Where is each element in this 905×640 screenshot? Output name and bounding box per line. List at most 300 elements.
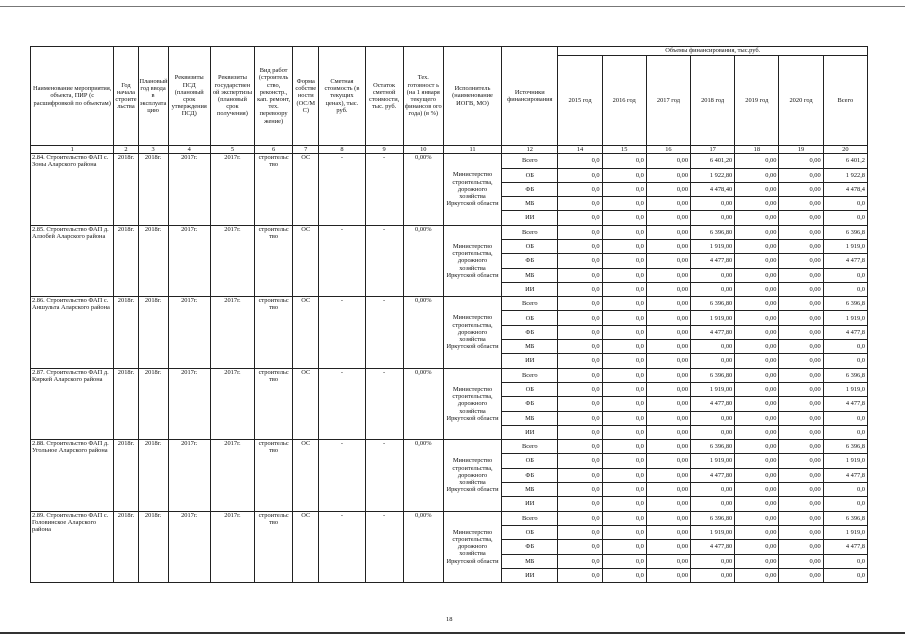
funding-value: 0,0 bbox=[602, 525, 646, 539]
funding-value: 0,0 bbox=[558, 168, 602, 182]
funding-source: ОБ bbox=[502, 239, 558, 253]
funding-source: МБ bbox=[502, 483, 558, 497]
funding-value: 0,00 bbox=[779, 254, 823, 268]
estimated-cost: - bbox=[319, 154, 365, 225]
year-start: 2018г. bbox=[114, 154, 138, 225]
funding-source: МБ bbox=[502, 268, 558, 282]
column-number: 16 bbox=[646, 146, 690, 154]
funding-value: 0,00 bbox=[691, 497, 735, 511]
funding-value: 0,00 bbox=[646, 197, 690, 211]
funding-value: 0,00 bbox=[779, 554, 823, 568]
psd-date: 2017г. bbox=[168, 297, 210, 368]
object-name: 2.84. Строительство ФАП с. Зоны Аларского района bbox=[31, 154, 114, 225]
funding-value: 0,00 bbox=[735, 468, 779, 482]
psd-date: 2017г. bbox=[168, 511, 210, 582]
funding-value: 0,00 bbox=[735, 354, 779, 368]
funding-source: Всего bbox=[502, 154, 558, 168]
funding-value: 0,0 bbox=[558, 382, 602, 396]
funding-value: 0,0 bbox=[558, 440, 602, 454]
header-2015: 2015 год bbox=[558, 56, 602, 146]
funding-value: 0,00 bbox=[779, 540, 823, 554]
funding-value: 6 396,8 bbox=[823, 368, 867, 382]
expertise-date: 2017г. bbox=[210, 440, 254, 511]
estimated-cost: - bbox=[319, 297, 365, 368]
funding-value: 4 477,8 bbox=[823, 325, 867, 339]
funding-value: 0,00 bbox=[691, 554, 735, 568]
header-name: Наименование мероприятия, объекта, ПИР (с расшифровкой по объектам) bbox=[31, 47, 114, 146]
ownership: ОС bbox=[293, 154, 319, 225]
funding-value: 0,0 bbox=[602, 440, 646, 454]
column-number: 10 bbox=[403, 146, 443, 154]
header-row-1 bbox=[31, 47, 868, 56]
funding-value: 0,0 bbox=[558, 540, 602, 554]
funding-value: 0,00 bbox=[779, 182, 823, 196]
executor: Министерство строительства, дорожного хозяйства Иркутской области bbox=[443, 154, 501, 225]
funding-value: 0,0 bbox=[823, 211, 867, 225]
header-sources: Источники финансирования bbox=[502, 47, 558, 146]
column-number: 4 bbox=[168, 146, 210, 154]
funding-value: 0,0 bbox=[558, 525, 602, 539]
funding-source: ОБ bbox=[502, 454, 558, 468]
executor: Министерство строительства, дорожного хозяйства Иркутской области bbox=[443, 440, 501, 511]
executor: Министерство строительства, дорожного хозяйства Иркутской области bbox=[443, 368, 501, 439]
funding-value: 0,0 bbox=[558, 454, 602, 468]
readiness: 0,00% bbox=[403, 154, 443, 225]
funding-value: 0,00 bbox=[779, 511, 823, 525]
executor: Министерство строительства, дорожного хозяйства Иркутской области bbox=[443, 225, 501, 296]
funding-value: 0,0 bbox=[558, 354, 602, 368]
year-start: 2018г. bbox=[114, 225, 138, 296]
funding-source: МБ bbox=[502, 197, 558, 211]
funding-source: Всего bbox=[502, 297, 558, 311]
funding-value: 0,00 bbox=[646, 282, 690, 296]
funding-value: 0,00 bbox=[735, 483, 779, 497]
funding-value: 0,00 bbox=[735, 540, 779, 554]
header-ownership: Форма собстве ности (ОС/М С) bbox=[293, 47, 319, 146]
funding-value: 0,00 bbox=[779, 454, 823, 468]
header-work-type: Вид работ (строитель ство, реконстр., кап. ремонт, тех. перевоору жение) bbox=[255, 47, 293, 146]
funding-source: ИИ bbox=[502, 568, 558, 582]
funding-value: 0,00 bbox=[646, 397, 690, 411]
table-row bbox=[31, 511, 868, 525]
funding-value: 0,00 bbox=[646, 325, 690, 339]
funding-value: 0,00 bbox=[779, 282, 823, 296]
funding-value: 0,0 bbox=[558, 397, 602, 411]
funding-value: 4 477,80 bbox=[691, 254, 735, 268]
funding-value: 0,0 bbox=[602, 182, 646, 196]
readiness: 0,00% bbox=[403, 225, 443, 296]
estimated-cost: - bbox=[319, 368, 365, 439]
funding-value: 0,00 bbox=[735, 568, 779, 582]
funding-value: 0,00 bbox=[691, 268, 735, 282]
funding-value: 0,00 bbox=[691, 425, 735, 439]
funding-value: 0,00 bbox=[779, 440, 823, 454]
funding-source: ИИ bbox=[502, 282, 558, 296]
funding-value: 1 919,00 bbox=[691, 525, 735, 539]
funding-value: 0,0 bbox=[602, 340, 646, 354]
funding-value: 6 396,80 bbox=[691, 368, 735, 382]
work-type: строительс тво bbox=[255, 368, 293, 439]
funding-value: 1 919,00 bbox=[691, 382, 735, 396]
expertise-date: 2017г. bbox=[210, 297, 254, 368]
funding-value: 0,0 bbox=[823, 340, 867, 354]
ownership: ОС bbox=[293, 368, 319, 439]
header-executor: Исполнитель (наименование ИОГВ, МО) bbox=[443, 47, 501, 146]
funding-value: 1 919,0 bbox=[823, 239, 867, 253]
funding-value: 0,00 bbox=[646, 225, 690, 239]
funding-value: 0,00 bbox=[779, 340, 823, 354]
ownership: ОС bbox=[293, 511, 319, 582]
object-name: 2.89. Строительство ФАП с. Головинское Аларского района bbox=[31, 511, 114, 582]
column-number: 3 bbox=[138, 146, 168, 154]
funding-value: 0,00 bbox=[779, 497, 823, 511]
funding-value: 0,0 bbox=[558, 211, 602, 225]
funding-value: 0,0 bbox=[823, 554, 867, 568]
funding-value: 6 396,8 bbox=[823, 440, 867, 454]
funding-value: 1 922,80 bbox=[691, 168, 735, 182]
work-type: строительс тво bbox=[255, 225, 293, 296]
funding-value: 4 477,80 bbox=[691, 468, 735, 482]
work-type: строительс тво bbox=[255, 511, 293, 582]
funding-value: 0,00 bbox=[735, 311, 779, 325]
funding-source: ФБ bbox=[502, 397, 558, 411]
table-row bbox=[31, 297, 868, 311]
estimated-cost: - bbox=[319, 511, 365, 582]
page-number: 18 bbox=[446, 616, 453, 623]
funding-value: 0,00 bbox=[735, 382, 779, 396]
funding-value: 0,0 bbox=[602, 225, 646, 239]
funding-value: 0,0 bbox=[558, 568, 602, 582]
funding-value: 0,0 bbox=[823, 282, 867, 296]
funding-value: 0,00 bbox=[646, 411, 690, 425]
funding-value: 0,00 bbox=[735, 154, 779, 168]
funding-value: 0,0 bbox=[558, 311, 602, 325]
funding-value: 0,00 bbox=[735, 397, 779, 411]
funding-value: 0,00 bbox=[779, 568, 823, 582]
funding-value: 0,0 bbox=[823, 197, 867, 211]
column-number: 11 bbox=[443, 146, 501, 154]
funding-source: ИИ bbox=[502, 497, 558, 511]
funding-value: 0,00 bbox=[779, 168, 823, 182]
funding-source: ОБ bbox=[502, 168, 558, 182]
funding-value: 0,00 bbox=[735, 497, 779, 511]
funding-value: 1 919,0 bbox=[823, 311, 867, 325]
year-plan: 2018г. bbox=[138, 297, 168, 368]
funding-value: 0,00 bbox=[735, 425, 779, 439]
funding-value: 1 919,0 bbox=[823, 382, 867, 396]
table-row bbox=[31, 154, 868, 168]
column-number: 5 bbox=[210, 146, 254, 154]
funding-value: 4 477,8 bbox=[823, 254, 867, 268]
column-number: 20 bbox=[823, 146, 867, 154]
funding-source: ОБ bbox=[502, 311, 558, 325]
funding-value: 4 477,80 bbox=[691, 325, 735, 339]
funding-value: 0,00 bbox=[646, 382, 690, 396]
header-year-plan: Плановый год ввода в эксплуата цию bbox=[138, 47, 168, 146]
funding-value: 6 396,80 bbox=[691, 511, 735, 525]
funding-source: Всего bbox=[502, 440, 558, 454]
funding-value: 0,00 bbox=[646, 511, 690, 525]
header-year-start: Год начала строите льства bbox=[114, 47, 138, 146]
funding-value: 0,00 bbox=[735, 168, 779, 182]
funding-value: 0,00 bbox=[691, 340, 735, 354]
funding-source: МБ bbox=[502, 554, 558, 568]
funding-value: 0,00 bbox=[735, 211, 779, 225]
readiness: 0,00% bbox=[403, 511, 443, 582]
funding-value: 0,00 bbox=[646, 182, 690, 196]
header-2019: 2019 год bbox=[735, 56, 779, 146]
funding-value: 0,00 bbox=[779, 197, 823, 211]
funding-value: 0,0 bbox=[602, 425, 646, 439]
funding-source: ОБ bbox=[502, 382, 558, 396]
funding-value: 0,00 bbox=[646, 425, 690, 439]
table-row bbox=[31, 225, 868, 239]
funding-value: 0,00 bbox=[779, 483, 823, 497]
work-type: строительс тво bbox=[255, 297, 293, 368]
work-type: строительс тво bbox=[255, 154, 293, 225]
funding-value: 0,0 bbox=[602, 268, 646, 282]
funding-value: 0,00 bbox=[646, 254, 690, 268]
scan-edge-bottom bbox=[0, 632, 905, 634]
funding-value: 0,00 bbox=[735, 197, 779, 211]
year-plan: 2018г. bbox=[138, 368, 168, 439]
funding-value: 0,00 bbox=[646, 454, 690, 468]
funding-value: 4 477,8 bbox=[823, 468, 867, 482]
funding-value: 0,00 bbox=[646, 211, 690, 225]
executor: Министерство строительства, дорожного хозяйства Иркутской области bbox=[443, 297, 501, 368]
funding-value: 0,00 bbox=[735, 282, 779, 296]
funding-value: 0,0 bbox=[558, 511, 602, 525]
table-row bbox=[31, 440, 868, 454]
funding-value: 0,0 bbox=[558, 325, 602, 339]
column-number: 19 bbox=[779, 146, 823, 154]
ownership: ОС bbox=[293, 297, 319, 368]
funding-value: 0,00 bbox=[646, 497, 690, 511]
header-remainder: Остаток сметной стоимости, тыс. руб. bbox=[365, 47, 403, 146]
header-2018: 2018 год bbox=[691, 56, 735, 146]
funding-value: 0,00 bbox=[646, 468, 690, 482]
funding-value: 0,00 bbox=[691, 411, 735, 425]
funding-value: 4 477,8 bbox=[823, 397, 867, 411]
funding-value: 1 919,0 bbox=[823, 525, 867, 539]
column-number: 17 bbox=[691, 146, 735, 154]
funding-value: 0,00 bbox=[735, 182, 779, 196]
funding-value: 0,0 bbox=[602, 554, 646, 568]
funding-source: ОБ bbox=[502, 525, 558, 539]
funding-value: 0,0 bbox=[558, 497, 602, 511]
funding-value: 0,00 bbox=[779, 268, 823, 282]
readiness: 0,00% bbox=[403, 368, 443, 439]
funding-value: 6 401,20 bbox=[691, 154, 735, 168]
header-total: Всего bbox=[823, 56, 867, 146]
funding-value: 0,00 bbox=[779, 411, 823, 425]
funding-value: 0,0 bbox=[602, 468, 646, 482]
funding-value: 0,0 bbox=[558, 239, 602, 253]
funding-value: 0,0 bbox=[602, 397, 646, 411]
funding-value: 4 477,8 bbox=[823, 540, 867, 554]
funding-value: 4 477,80 bbox=[691, 397, 735, 411]
work-type: строительс тво bbox=[255, 440, 293, 511]
funding-value: 0,00 bbox=[646, 554, 690, 568]
funding-value: 0,00 bbox=[735, 239, 779, 253]
funding-value: 0,0 bbox=[602, 540, 646, 554]
funding-value: 0,0 bbox=[823, 354, 867, 368]
column-number: 12 bbox=[502, 146, 558, 154]
expertise-date: 2017г. bbox=[210, 368, 254, 439]
funding-value: 0,00 bbox=[646, 311, 690, 325]
cost-remainder: - bbox=[365, 368, 403, 439]
funding-value: 0,00 bbox=[646, 168, 690, 182]
year-plan: 2018г. bbox=[138, 511, 168, 582]
funding-value: 0,0 bbox=[823, 497, 867, 511]
funding-value: 0,0 bbox=[602, 154, 646, 168]
year-start: 2018г. bbox=[114, 440, 138, 511]
funding-value: 0,0 bbox=[558, 425, 602, 439]
readiness: 0,00% bbox=[403, 440, 443, 511]
psd-date: 2017г. bbox=[168, 368, 210, 439]
cost-remainder: - bbox=[365, 440, 403, 511]
funding-value: 0,00 bbox=[779, 311, 823, 325]
funding-value: 0,00 bbox=[735, 411, 779, 425]
header-psd: Реквизиты ПСД (плановый срок утверждения ПСД) bbox=[168, 47, 210, 146]
funding-value: 0,0 bbox=[558, 411, 602, 425]
funding-value: 6 396,80 bbox=[691, 440, 735, 454]
funding-value: 0,0 bbox=[602, 483, 646, 497]
funding-source: ФБ bbox=[502, 182, 558, 196]
funding-value: 1 919,0 bbox=[823, 454, 867, 468]
object-name: 2.88. Строительство ФАП д. Угольное Аларского района bbox=[31, 440, 114, 511]
funding-value: 0,0 bbox=[558, 340, 602, 354]
funding-value: 0,00 bbox=[646, 540, 690, 554]
funding-value: 6 396,8 bbox=[823, 511, 867, 525]
funding-value: 0,00 bbox=[735, 225, 779, 239]
ownership: ОС bbox=[293, 225, 319, 296]
funding-value: 0,0 bbox=[602, 282, 646, 296]
funding-value: 4 477,80 bbox=[691, 540, 735, 554]
header-expertise: Реквизиты государствен ой экспертизы (плановый срок получения) bbox=[210, 47, 254, 146]
funding-value: 0,0 bbox=[602, 382, 646, 396]
header-2020: 2020 год bbox=[779, 56, 823, 146]
funding-value: 0,00 bbox=[779, 225, 823, 239]
funding-source: ФБ bbox=[502, 325, 558, 339]
psd-date: 2017г. bbox=[168, 225, 210, 296]
year-start: 2018г. bbox=[114, 297, 138, 368]
funding-value: 6 396,80 bbox=[691, 297, 735, 311]
funding-value: 0,0 bbox=[558, 554, 602, 568]
funding-value: 6 396,80 bbox=[691, 225, 735, 239]
psd-date: 2017г. bbox=[168, 440, 210, 511]
funding-value: 0,0 bbox=[558, 197, 602, 211]
funding-value: 0,0 bbox=[602, 211, 646, 225]
expertise-date: 2017г. bbox=[210, 511, 254, 582]
year-start: 2018г. bbox=[114, 511, 138, 582]
funding-value: 0,00 bbox=[735, 525, 779, 539]
header-cost: Сметная стоимость (в текущих ценах), тыс. руб. bbox=[319, 47, 365, 146]
funding-value: 0,00 bbox=[735, 297, 779, 311]
funding-source: МБ bbox=[502, 411, 558, 425]
funding-value: 0,0 bbox=[602, 568, 646, 582]
funding-value: 0,00 bbox=[735, 368, 779, 382]
funding-value: 0,00 bbox=[735, 440, 779, 454]
funding-value: 0,0 bbox=[602, 454, 646, 468]
funding-value: 1 919,00 bbox=[691, 454, 735, 468]
header-2017: 2017 год bbox=[646, 56, 690, 146]
funding-value: 0,0 bbox=[558, 483, 602, 497]
cost-remainder: - bbox=[365, 225, 403, 296]
funding-value: 0,00 bbox=[779, 239, 823, 253]
funding-value: 0,00 bbox=[735, 554, 779, 568]
funding-value: 0,00 bbox=[691, 354, 735, 368]
column-number: 6 bbox=[255, 146, 293, 154]
funding-value: 0,00 bbox=[646, 297, 690, 311]
object-name: 2.85. Строительство ФАП д. Алзобей Аларского района bbox=[31, 225, 114, 296]
funding-value: 0,0 bbox=[602, 368, 646, 382]
header-volumes: Объемы финансирования, тыс.руб. bbox=[558, 47, 868, 56]
funding-value: 1 922,8 bbox=[823, 168, 867, 182]
funding-value: 0,0 bbox=[602, 497, 646, 511]
funding-value: 0,0 bbox=[823, 425, 867, 439]
funding-value: 1 919,00 bbox=[691, 311, 735, 325]
funding-source: Всего bbox=[502, 225, 558, 239]
year-plan: 2018г. bbox=[138, 225, 168, 296]
readiness: 0,00% bbox=[403, 297, 443, 368]
year-plan: 2018г. bbox=[138, 440, 168, 511]
funding-value: 0,0 bbox=[602, 411, 646, 425]
funding-value: 4 478,4 bbox=[823, 182, 867, 196]
funding-value: 0,0 bbox=[823, 568, 867, 582]
funding-value: 0,00 bbox=[646, 354, 690, 368]
estimated-cost: - bbox=[319, 225, 365, 296]
funding-value: 0,00 bbox=[691, 483, 735, 497]
funding-value: 0,00 bbox=[779, 354, 823, 368]
funding-value: 0,00 bbox=[779, 468, 823, 482]
column-number: 9 bbox=[365, 146, 403, 154]
funding-value: 0,0 bbox=[558, 154, 602, 168]
funding-source: МБ bbox=[502, 340, 558, 354]
column-number: 15 bbox=[602, 146, 646, 154]
funding-value: 0,00 bbox=[646, 368, 690, 382]
funding-value: 0,0 bbox=[602, 325, 646, 339]
funding-value: 0,00 bbox=[646, 268, 690, 282]
funding-value: 0,0 bbox=[558, 225, 602, 239]
ownership: ОС bbox=[293, 440, 319, 511]
funding-source: Всего bbox=[502, 368, 558, 382]
cost-remainder: - bbox=[365, 511, 403, 582]
funding-value: 0,00 bbox=[691, 282, 735, 296]
funding-source: ИИ bbox=[502, 211, 558, 225]
funding-value: 0,0 bbox=[558, 282, 602, 296]
funding-value: 6 396,8 bbox=[823, 297, 867, 311]
funding-value: 0,0 bbox=[602, 354, 646, 368]
funding-value: 0,00 bbox=[779, 368, 823, 382]
column-number: 8 bbox=[319, 146, 365, 154]
financing-table bbox=[30, 46, 868, 583]
header-2016: 2016 год bbox=[602, 56, 646, 146]
table-row bbox=[31, 368, 868, 382]
funding-source: ФБ bbox=[502, 254, 558, 268]
year-start: 2018г. bbox=[114, 368, 138, 439]
funding-value: 0,00 bbox=[779, 325, 823, 339]
psd-date: 2017г. bbox=[168, 154, 210, 225]
funding-value: 0,00 bbox=[779, 397, 823, 411]
funding-value: 0,0 bbox=[823, 483, 867, 497]
funding-source: ФБ bbox=[502, 468, 558, 482]
funding-value: 0,00 bbox=[646, 154, 690, 168]
funding-value: 0,00 bbox=[779, 154, 823, 168]
funding-value: 0,0 bbox=[602, 168, 646, 182]
header-readiness: Тех. готовност ь (на 1 января текущего финансов ого года) (в %) bbox=[403, 47, 443, 146]
column-number: 18 bbox=[735, 146, 779, 154]
